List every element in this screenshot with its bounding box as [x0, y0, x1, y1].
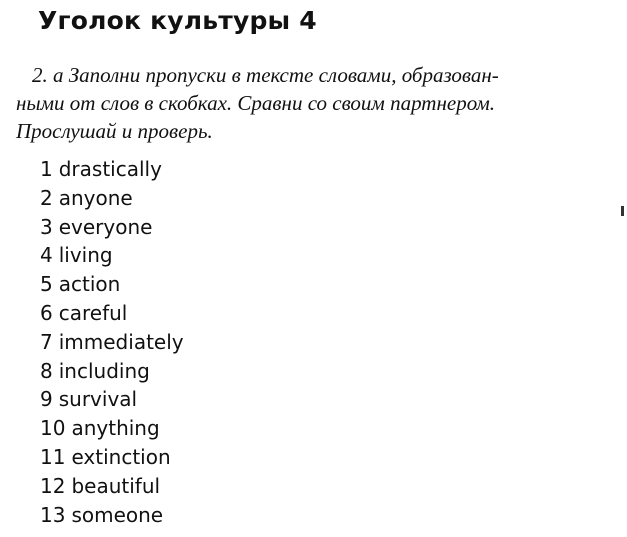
answer-number: 2 — [40, 185, 53, 210]
answer-number: 12 — [40, 473, 66, 498]
answer-number: 11 — [40, 444, 66, 469]
task-line-2: ными от слов в скобках. Сравни со своим партнером. — [16, 91, 496, 115]
answer-item — [40, 472, 184, 501]
answer-number: 1 — [40, 157, 53, 181]
section-heading: Уголок культуры 4 — [38, 6, 317, 35]
scan-speck — [621, 206, 624, 216]
answer-item — [40, 414, 184, 443]
answer-number: 4 — [40, 243, 53, 268]
answer-word: action — [58, 272, 121, 297]
answer-word: everyone — [58, 214, 153, 239]
answer-word: extinction — [71, 444, 171, 469]
answer-word: drastically — [58, 157, 162, 181]
task-instructions — [16, 61, 616, 145]
task-line-1: 2. a Заполни пропуски в тексте словами, образован- — [32, 63, 499, 87]
answer-item — [40, 213, 184, 242]
answer-item — [40, 501, 184, 530]
answer-word: immediately — [58, 329, 184, 354]
answer-item — [40, 385, 184, 414]
answer-item — [40, 184, 184, 213]
answer-word: beautiful — [71, 473, 161, 498]
answer-word: anything — [71, 416, 160, 441]
answer-item — [40, 155, 184, 184]
answer-number: 7 — [40, 329, 53, 354]
answer-number: 3 — [40, 214, 53, 239]
answer-item — [40, 357, 184, 386]
answer-word: anyone — [58, 185, 133, 210]
answer-number: 5 — [40, 272, 53, 297]
answer-number: 13 — [40, 502, 66, 527]
task-line-3: Прослушай и проверь. — [16, 119, 213, 143]
answer-word: someone — [71, 502, 164, 527]
answer-number: 8 — [40, 358, 53, 383]
answer-word: careful — [58, 300, 128, 325]
answer-item — [40, 270, 184, 299]
answer-word: including — [58, 358, 150, 383]
answer-list — [40, 155, 184, 529]
answer-number: 6 — [40, 300, 53, 325]
answer-item — [40, 443, 184, 472]
answer-number: 10 — [40, 416, 66, 441]
answer-word: living — [58, 243, 113, 268]
answer-word: survival — [58, 387, 138, 412]
answer-number: 9 — [40, 387, 53, 412]
answer-item — [40, 328, 184, 357]
answer-item — [40, 299, 184, 328]
answer-item — [40, 241, 184, 270]
